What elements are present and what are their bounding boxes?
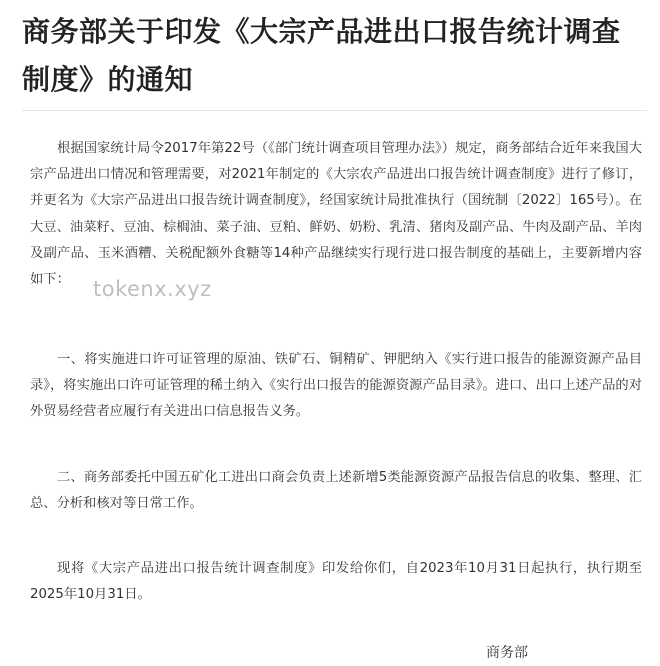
watermark-text: tokenx.xyz: [93, 277, 212, 301]
page-title: 商务部关于印发《大宗产品进出口报告统计调查制度》的通知: [22, 15, 621, 96]
body-paragraph-item-two: 二、商务部委托中国五矿化工进出口商会负责上述新增5类能源资源产品报告信息的收集、整理、汇总、分析和核对等日常工作。: [30, 470, 642, 512]
signature-issuer: 商务部: [486, 645, 528, 661]
body-paragraph-intro: 根据国家统计局令2017年第22号（《部门统计调查项目管理办法》）规定，商务部结合近年来我国大宗产品进出口情况和管理需要，对2021年制定的《大宗农产品进出口报告统计调查制度》进行了修订，并更名为《大宗产品进出口报告统计调查制度》，经国家统计局批准执行（国统制〔2022〕165号）。在大豆、油菜籽、豆油、棕榈油、菜子油、豆粕、鲜奶、奶粉、乳清、猪肉及副产品、牛肉及副产品、羊肉及副产品、玉米酒糟、关税配额外食糖等14种产品继续实行现行进口报告制度的基础上，主要新增内容如下：: [30, 141, 642, 288]
body-paragraph-item-one: 一、将实施进口许可证管理的原油、铁矿石、铜精矿、钾肥纳入《实行进口报告的能源资源产品目录》，将实施出口许可证管理的稀土纳入《实行出口报告的能源资源产品目录》。进口、出口上述产品的对外贸易经营者应履行有关进出口信息报告义务。: [30, 352, 642, 420]
title-divider: [22, 110, 647, 111]
body-paragraph-closing: 现将《大宗产品进出口报告统计调查制度》印发给你们，自2023年10月31日起执行，执行期至2025年10月31日。: [30, 561, 642, 603]
